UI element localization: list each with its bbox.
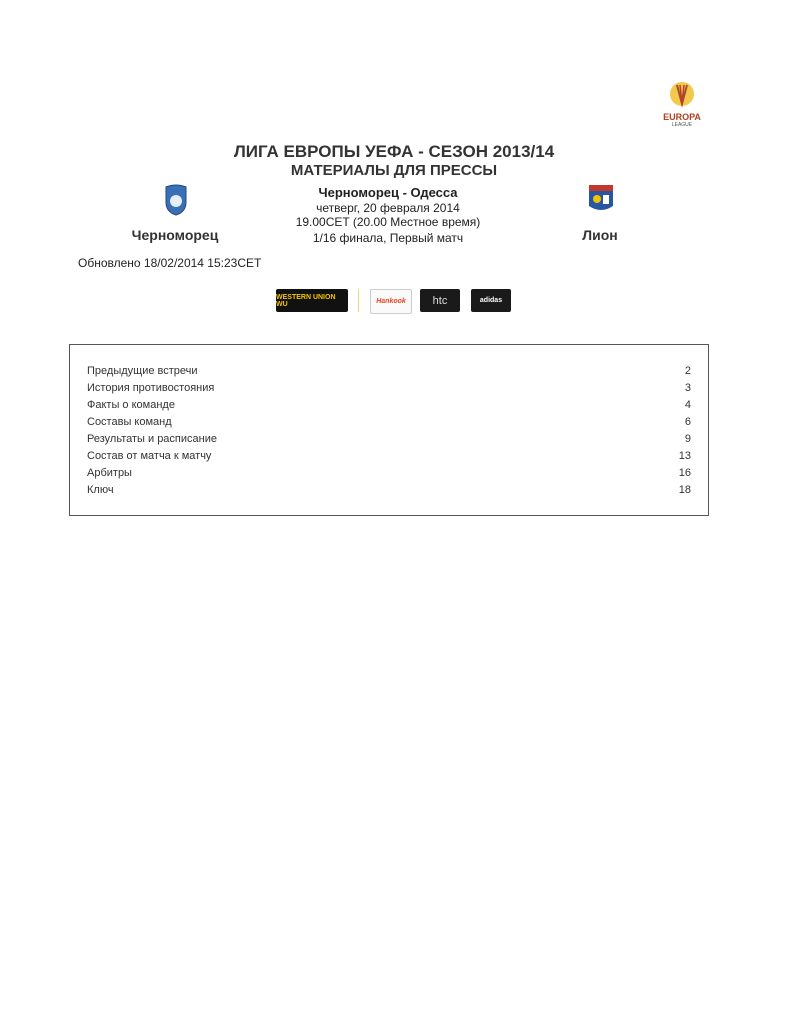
toc-item[interactable] bbox=[87, 467, 691, 484]
toc-page: 3 bbox=[684, 382, 691, 394]
table-of-contents bbox=[69, 344, 709, 516]
match-date: четверг, 20 февраля 2014 bbox=[316, 200, 460, 215]
toc-label: Арбитры bbox=[87, 467, 132, 479]
sponsor-hankook-logo: Hankook bbox=[370, 289, 412, 314]
home-team-crest-icon bbox=[163, 184, 189, 221]
toc-label: Результаты и расписание bbox=[87, 433, 217, 445]
toc-label: Состав от матча к матчу bbox=[87, 450, 212, 462]
toc-item[interactable] bbox=[87, 416, 691, 433]
toc-label: Предыдущие встречи bbox=[87, 365, 198, 377]
toc-label: Ключ bbox=[87, 484, 114, 496]
toc-page: 2 bbox=[684, 365, 691, 377]
toc-page: 6 bbox=[684, 416, 691, 428]
away-team-name: Лион bbox=[582, 227, 618, 243]
toc-item[interactable] bbox=[87, 365, 691, 382]
logo-text: EUROPA bbox=[663, 112, 701, 122]
toc-label: Факты о команде bbox=[87, 399, 175, 411]
toc-label: Составы команд bbox=[87, 416, 172, 428]
sponsor-adidas-logo: adidas bbox=[471, 289, 511, 312]
updated-timestamp: Обновлено 18/02/2014 15:23CET bbox=[78, 256, 262, 270]
sponsor-western-union-logo: WESTERN UNION WU bbox=[276, 289, 348, 312]
divider bbox=[358, 289, 359, 312]
toc-page: 16 bbox=[678, 467, 691, 479]
toc-page: 18 bbox=[678, 484, 691, 496]
toc-item[interactable] bbox=[87, 399, 691, 416]
toc-item[interactable] bbox=[87, 450, 691, 467]
toc-page: 13 bbox=[678, 450, 691, 462]
logo-subtext: LEAGUE bbox=[671, 122, 693, 128]
trophy-icon bbox=[668, 80, 696, 108]
away-team-crest-icon bbox=[588, 184, 614, 219]
home-team-name: Черноморец bbox=[131, 227, 219, 243]
toc-label: История противостояния bbox=[87, 382, 215, 394]
venue: Черноморец - Одесса bbox=[318, 185, 458, 200]
match-time: 19.00CET (20.00 Местное время) bbox=[295, 215, 481, 229]
page-title: ЛИГА ЕВРОПЫ УЕФА - СЕЗОН 2013/14 bbox=[233, 142, 555, 161]
match-round: 1/16 финала, Первый матч bbox=[312, 230, 464, 245]
toc-item[interactable] bbox=[87, 484, 691, 501]
toc-page: 4 bbox=[684, 399, 691, 411]
match-info bbox=[250, 186, 526, 245]
toc-page: 9 bbox=[684, 433, 691, 445]
sponsor-htc-logo: htc bbox=[420, 289, 460, 312]
europa-league-logo bbox=[660, 80, 704, 128]
toc-item[interactable] bbox=[87, 382, 691, 399]
toc-item[interactable] bbox=[87, 433, 691, 450]
page-subtitle: МАТЕРИАЛЫ ДЛЯ ПРЕССЫ bbox=[290, 162, 498, 179]
